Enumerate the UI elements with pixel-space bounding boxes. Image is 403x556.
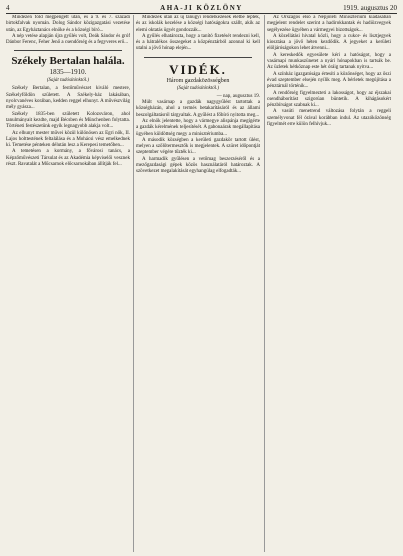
newspaper-title: AHA-JI KÖZLÖNY — [160, 4, 243, 12]
article-byline: (Saját tudósítónktól.) — [46, 78, 90, 84]
paragraph: A harmadik gyűlésen a vetőmag beszerzéséről és a mezőgazdasági gépek közös használatáról határoztak. A szövetkezet megalakítását egyhangúlag elfogadták... — [136, 156, 260, 175]
column-divider — [133, 15, 134, 552]
page-header — [6, 3, 397, 14]
page-number: 4 — [6, 4, 10, 12]
article-headline: Székely Bertalan halála. — [11, 55, 125, 68]
paragraph: A gyűlés elhatározta, hogy a tanító fizetését rendezni kell, és a hátralékos összegeket a közpénztárból azonnal ki kell utalni a jövő hónap elején... — [136, 33, 260, 52]
paragraph: A második községben a kerületi gazdakör tartott ülést, melyen a szőlőtermesztők is megjelentek. A szüret időpontját szeptember végére tűzték ki... — [136, 137, 260, 156]
section-headline: VIDÉK. — [169, 61, 227, 77]
paragraph: Az elnök jelentette, hogy a vármegye alispánja megígérte a gazdák kérelmének teljesítését. A gabonaárak megállapítása ügyében küldöttség megy a minisztériumba... — [136, 118, 260, 137]
paragraph: A vasúti menetrend változása folytán a reggeli személyvonat fél órával korábban indul. Az utazóközönség figyelmét erre külön felhívjuk... — [267, 109, 391, 128]
section-subheadline: Három gazdaközösségben — [166, 77, 230, 84]
paragraph: Székely 1835-ben született Kolozsváron, ahol tanulmányait kezdte, majd Bécsben és Münchenben folytatta. Történeti festészetünk egyik legnagyobb alakja volt... — [6, 111, 130, 130]
section-rule — [14, 50, 122, 51]
paragraph: Mindezen föld megpengett után, és a 9. és 7. századi birtokfalvak nyomán. Dolog Sándor közigazgatási vezetése után, az Egyháztanács elnöke és a községi bíró... — [6, 15, 130, 33]
column-divider — [264, 15, 265, 552]
paragraph: Az Országos első a Népjóléti Minisztérium kiadásában megjelent rendelet szerint a hadirokkantak és hadiözvegyek segélyezése ügyében a vármegyei bizottságok... — [267, 15, 391, 33]
paragraph: A temetésen a kormány, a fővárosi tanács, a Képzőművészeti Társulat és az Akadémia képviselői vesznek részt. Ravatalát a Műcsarnok előcsarnokában állítják fel... — [6, 149, 130, 168]
paragraph: Mindezek után az új tanügyi rendelkezések életbe léptek, és az iskolák kezelése a községi hatóságokra szállt, akik az elemi oktatás ügyét gondozzák... — [136, 15, 260, 33]
section-byline: (Saját tudósítónktól.) — [176, 85, 220, 91]
column-right — [267, 15, 391, 552]
paragraph: A rendőrség figyelmezteti a lakosságot, hogy az éjszakai csendháborítást szigorúan büntetik. A kihágásokért pénzbírságot szabnak ki... — [267, 90, 391, 109]
paragraph: Múlt vasárnap a gazdák nagygyűlést tartottak a községházán, ahol a termés betakarításáról és az állami beszolgáltatásról tárgyaltak. A gyűlést a főbíró nyitotta meg... — [136, 100, 260, 118]
paragraph: Az elhunyt mester művei közül különösen az Egri nők, II. Lajos holttestének feltalálása és a Mohácsi vész emelkednek ki. Temetése pénteken délután lesz a Kerepesi temetőben... — [6, 130, 130, 149]
column-middle — [136, 15, 260, 552]
issue-date: 1919. augusztus 20 — [343, 4, 397, 12]
paragraph: A kereskedők egyesülete kéri a hatóságot, hogy a vasárnapi munkaszünetet a nyári hónapokban is tartsák be. Az üzletek hétköznap este hét óráig tartanak nyitva... — [267, 52, 391, 71]
column-left — [6, 15, 130, 552]
dateline: — nap, augusztus 19. — [216, 93, 260, 99]
paragraph: A nép vetése alapján újra gyűlés volt, Deák Sándor és gróf Dánbor Ferenc, Feher Jenő a csendőrség és a fegyveres erő... — [6, 33, 130, 46]
article-years: 1835—1910. — [49, 68, 87, 77]
article-columns — [6, 15, 397, 552]
paragraph: A színház igazgatósága értesíti a közönséget, hogy az őszi évad szeptember elsején nyílik meg. A bérletek megújítása a pénztárnál történik... — [267, 71, 391, 90]
paragraph: Székely Bertalan, a festőművészet kiváló mestere, Székelyföldön született. A Székely-ház lakásában, nyolcvanéves korában, kedden reggel elhunyt. A művészvilág mély gyásza... — [6, 86, 130, 111]
section-rule — [144, 57, 252, 58]
paragraph: A közellátási hivatal közli, hogy a cukor- és lisztjegyek kiosztása a jövő héten kezdődik. A jegyeket a kerületi elöljáróságokon lehet átvenni... — [267, 33, 391, 52]
